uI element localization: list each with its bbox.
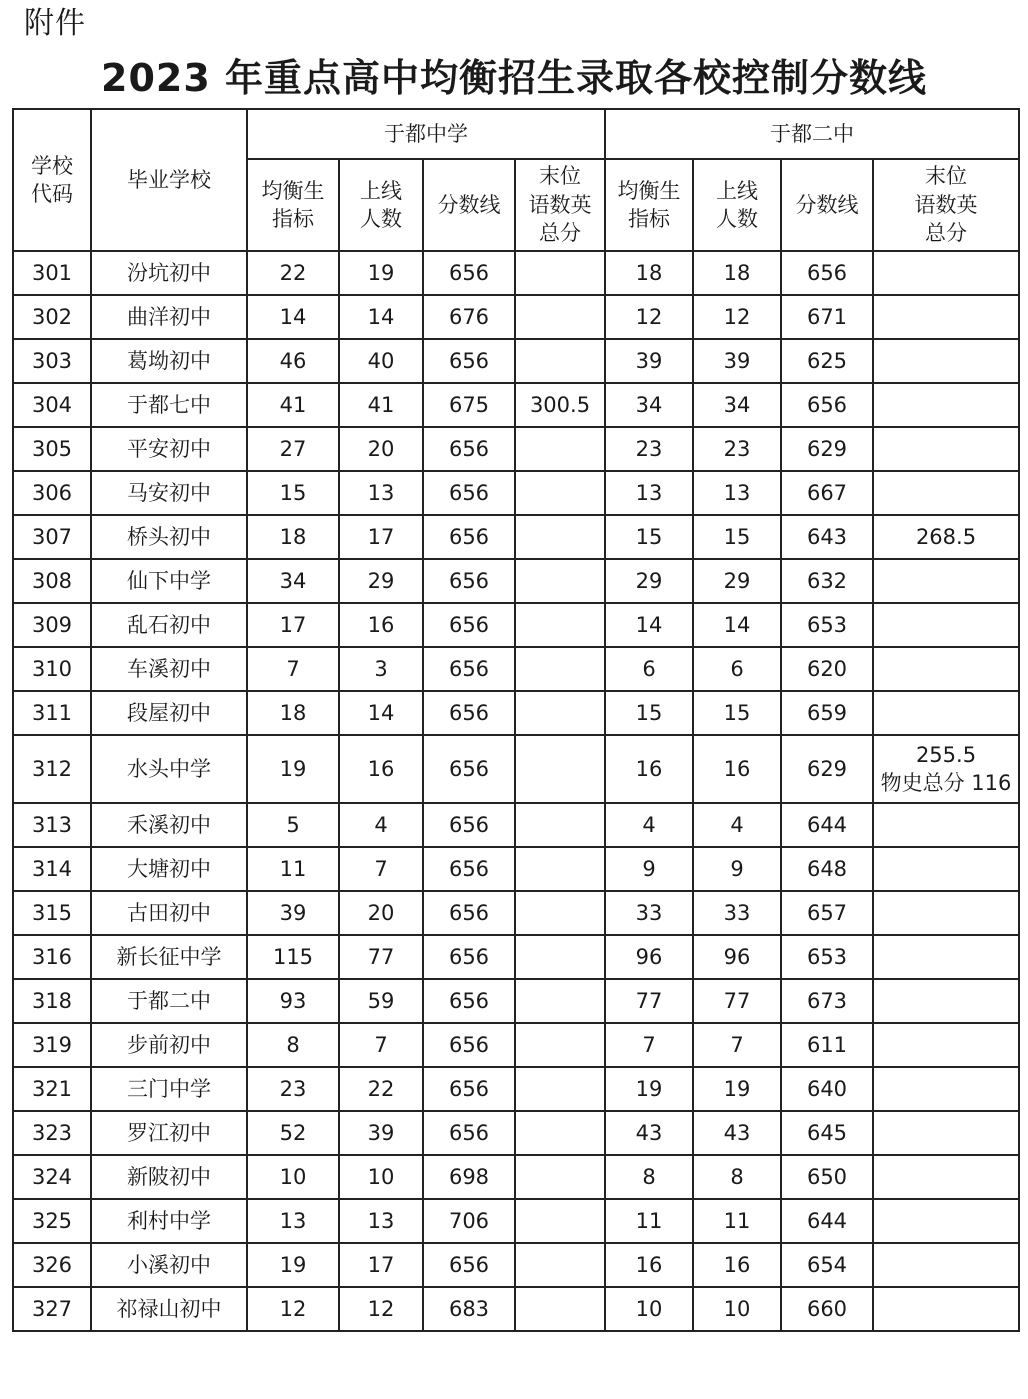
- b-cutoff-cell: 657: [781, 891, 873, 935]
- a-quota-cell: 10: [247, 1155, 339, 1199]
- b-admitted-cell: 13: [693, 471, 781, 515]
- b-tiebreak-cell: [873, 1067, 1019, 1111]
- a-quota-cell: 34: [247, 559, 339, 603]
- table-row: [13, 691, 1019, 735]
- b-quota-cell: 11: [605, 1199, 693, 1243]
- a-cutoff-cell: 656: [423, 647, 515, 691]
- a-quota-cell: 5: [247, 803, 339, 847]
- a-cutoff-cell: 706: [423, 1199, 515, 1243]
- b-cutoff-cell: 673: [781, 979, 873, 1023]
- a-admitted-cell: 4: [339, 803, 423, 847]
- school-name-cell: 曲洋初中: [91, 295, 247, 339]
- a-admitted-cell: 20: [339, 427, 423, 471]
- table-row: [13, 735, 1019, 803]
- b-quota-cell: 19: [605, 1067, 693, 1111]
- table-row: [13, 1287, 1019, 1331]
- table-row: [13, 471, 1019, 515]
- school-name-cell: 利村中学: [91, 1199, 247, 1243]
- b-admitted-cell: 18: [693, 251, 781, 295]
- school-code-cell: 303: [13, 339, 91, 383]
- b-admitted-cell: 39: [693, 339, 781, 383]
- a-admitted-cell: 20: [339, 891, 423, 935]
- attachment-label: 附件: [24, 6, 86, 41]
- table-row: [13, 295, 1019, 339]
- b-quota-cell: 34: [605, 383, 693, 427]
- school-code-cell: 307: [13, 515, 91, 559]
- school-name-cell: 新长征中学: [91, 935, 247, 979]
- b-cutoff-cell: 645: [781, 1111, 873, 1155]
- school-name-cell: 桥头初中: [91, 515, 247, 559]
- a-tiebreak-cell: [515, 559, 605, 603]
- a-quota-cell: 46: [247, 339, 339, 383]
- a-admitted-cell: 29: [339, 559, 423, 603]
- header-b-quota: 均衡生 指标: [605, 159, 693, 251]
- b-quota-cell: 43: [605, 1111, 693, 1155]
- a-admitted-cell: 77: [339, 935, 423, 979]
- a-admitted-cell: 12: [339, 1287, 423, 1331]
- b-quota-cell: 14: [605, 603, 693, 647]
- b-quota-cell: 9: [605, 847, 693, 891]
- table-row: [13, 339, 1019, 383]
- b-admitted-cell: 6: [693, 647, 781, 691]
- a-tiebreak-cell: [515, 847, 605, 891]
- a-cutoff-cell: 698: [423, 1155, 515, 1199]
- school-code-cell: 323: [13, 1111, 91, 1155]
- school-name-cell: 新陂初中: [91, 1155, 247, 1199]
- a-quota-cell: 93: [247, 979, 339, 1023]
- a-tiebreak-cell: [515, 339, 605, 383]
- a-tiebreak-cell: [515, 691, 605, 735]
- a-quota-cell: 13: [247, 1199, 339, 1243]
- b-quota-cell: 16: [605, 735, 693, 803]
- a-tiebreak-cell: [515, 803, 605, 847]
- a-cutoff-cell: 656: [423, 691, 515, 735]
- b-tiebreak-cell: [873, 979, 1019, 1023]
- b-quota-cell: 13: [605, 471, 693, 515]
- b-admitted-cell: 14: [693, 603, 781, 647]
- a-cutoff-cell: 656: [423, 1067, 515, 1111]
- tiebreak-extra-note: 物史总分 116: [880, 771, 1012, 795]
- a-quota-cell: 52: [247, 1111, 339, 1155]
- a-admitted-cell: 10: [339, 1155, 423, 1199]
- b-cutoff-cell: 671: [781, 295, 873, 339]
- school-name-cell: 大塘初中: [91, 847, 247, 891]
- a-quota-cell: 41: [247, 383, 339, 427]
- header-graduation-school: 毕业学校: [91, 109, 247, 251]
- header-b-tiebreak: 末位 语数英 总分: [873, 159, 1019, 251]
- a-tiebreak-cell: 300.5: [515, 383, 605, 427]
- school-code-cell: 319: [13, 1023, 91, 1067]
- b-admitted-cell: 12: [693, 295, 781, 339]
- a-admitted-cell: 17: [339, 515, 423, 559]
- school-code-cell: 321: [13, 1067, 91, 1111]
- table-row: [13, 1111, 1019, 1155]
- a-admitted-cell: 14: [339, 295, 423, 339]
- a-admitted-cell: 14: [339, 691, 423, 735]
- a-quota-cell: 12: [247, 1287, 339, 1331]
- b-admitted-cell: 29: [693, 559, 781, 603]
- document-title: 2023 年重点高中均衡招生录取各校控制分数线: [101, 56, 927, 100]
- a-cutoff-cell: 656: [423, 471, 515, 515]
- a-cutoff-cell: 656: [423, 735, 515, 803]
- score-table: [12, 108, 1020, 1332]
- table-row: [13, 1199, 1019, 1243]
- a-tiebreak-cell: [515, 979, 605, 1023]
- table-row: [13, 803, 1019, 847]
- b-cutoff-cell: 629: [781, 735, 873, 803]
- tiebreak-total: 255.5: [915, 742, 977, 767]
- a-tiebreak-cell: [515, 1287, 605, 1331]
- a-quota-cell: 23: [247, 1067, 339, 1111]
- b-quota-cell: 16: [605, 1243, 693, 1287]
- school-code-cell: 326: [13, 1243, 91, 1287]
- a-admitted-cell: 19: [339, 251, 423, 295]
- a-tiebreak-cell: [515, 735, 605, 803]
- b-quota-cell: 29: [605, 559, 693, 603]
- b-quota-cell: 18: [605, 251, 693, 295]
- a-quota-cell: 8: [247, 1023, 339, 1067]
- a-quota-cell: 18: [247, 691, 339, 735]
- header-group-yudu-middle-school: 于都中学: [247, 109, 605, 159]
- b-cutoff-cell: 629: [781, 427, 873, 471]
- a-tiebreak-cell: [515, 251, 605, 295]
- school-code-cell: 306: [13, 471, 91, 515]
- a-admitted-cell: 39: [339, 1111, 423, 1155]
- a-cutoff-cell: 656: [423, 1243, 515, 1287]
- a-cutoff-cell: 656: [423, 427, 515, 471]
- school-name-cell: 车溪初中: [91, 647, 247, 691]
- b-tiebreak-cell: [873, 471, 1019, 515]
- b-tiebreak-cell: [873, 427, 1019, 471]
- b-tiebreak-cell: [873, 295, 1019, 339]
- a-admitted-cell: 13: [339, 471, 423, 515]
- header-a-quota: 均衡生 指标: [247, 159, 339, 251]
- a-tiebreak-cell: [515, 1155, 605, 1199]
- b-admitted-cell: 16: [693, 735, 781, 803]
- b-cutoff-cell: 654: [781, 1243, 873, 1287]
- b-cutoff-cell: 648: [781, 847, 873, 891]
- b-tiebreak-cell: [873, 803, 1019, 847]
- a-cutoff-cell: 656: [423, 979, 515, 1023]
- b-admitted-cell: 15: [693, 691, 781, 735]
- b-tiebreak-cell: [873, 647, 1019, 691]
- a-tiebreak-cell: [515, 471, 605, 515]
- school-code-cell: 318: [13, 979, 91, 1023]
- school-name-cell: 于都二中: [91, 979, 247, 1023]
- a-tiebreak-cell: [515, 1199, 605, 1243]
- b-tiebreak-cell: [873, 383, 1019, 427]
- a-cutoff-cell: 656: [423, 559, 515, 603]
- b-tiebreak-cell: [873, 1287, 1019, 1331]
- b-quota-cell: 33: [605, 891, 693, 935]
- school-name-cell: 小溪初中: [91, 1243, 247, 1287]
- school-name-cell: 仙下中学: [91, 559, 247, 603]
- school-name-cell: 禾溪初中: [91, 803, 247, 847]
- b-admitted-cell: 7: [693, 1023, 781, 1067]
- a-cutoff-cell: 683: [423, 1287, 515, 1331]
- b-admitted-cell: 43: [693, 1111, 781, 1155]
- b-admitted-cell: 16: [693, 1243, 781, 1287]
- school-code-cell: 301: [13, 251, 91, 295]
- a-tiebreak-cell: [515, 1023, 605, 1067]
- header-a-admitted: 上线 人数: [339, 159, 423, 251]
- b-tiebreak-cell: [873, 1023, 1019, 1067]
- table-row: [13, 979, 1019, 1023]
- b-cutoff-cell: 643: [781, 515, 873, 559]
- a-quota-cell: 11: [247, 847, 339, 891]
- b-tiebreak-cell: [873, 935, 1019, 979]
- b-admitted-cell: 23: [693, 427, 781, 471]
- b-cutoff-cell: 644: [781, 803, 873, 847]
- b-tiebreak-cell: [873, 1243, 1019, 1287]
- a-admitted-cell: 3: [339, 647, 423, 691]
- b-admitted-cell: 34: [693, 383, 781, 427]
- a-admitted-cell: 17: [339, 1243, 423, 1287]
- a-tiebreak-cell: [515, 515, 605, 559]
- b-quota-cell: 12: [605, 295, 693, 339]
- b-quota-cell: 7: [605, 1023, 693, 1067]
- table-row: [13, 891, 1019, 935]
- school-name-cell: 古田初中: [91, 891, 247, 935]
- b-admitted-cell: 11: [693, 1199, 781, 1243]
- b-cutoff-cell: 667: [781, 471, 873, 515]
- b-tiebreak-cell: [873, 891, 1019, 935]
- b-cutoff-cell: 656: [781, 251, 873, 295]
- a-quota-cell: 115: [247, 935, 339, 979]
- b-admitted-cell: 8: [693, 1155, 781, 1199]
- table-row: [13, 847, 1019, 891]
- b-admitted-cell: 96: [693, 935, 781, 979]
- a-cutoff-cell: 656: [423, 339, 515, 383]
- b-tiebreak-cell: [873, 559, 1019, 603]
- a-cutoff-cell: 656: [423, 803, 515, 847]
- b-quota-cell: 10: [605, 1287, 693, 1331]
- b-tiebreak-cell: [873, 603, 1019, 647]
- a-cutoff-cell: 675: [423, 383, 515, 427]
- a-quota-cell: 22: [247, 251, 339, 295]
- school-code-cell: 314: [13, 847, 91, 891]
- school-name-cell: 汾坑初中: [91, 251, 247, 295]
- a-cutoff-cell: 656: [423, 847, 515, 891]
- a-tiebreak-cell: [515, 1243, 605, 1287]
- a-cutoff-cell: 656: [423, 1023, 515, 1067]
- a-quota-cell: 15: [247, 471, 339, 515]
- table-row: [13, 1023, 1019, 1067]
- a-tiebreak-cell: [515, 935, 605, 979]
- a-quota-cell: 17: [247, 603, 339, 647]
- b-tiebreak-cell: [873, 735, 1019, 803]
- school-name-cell: 葛坳初中: [91, 339, 247, 383]
- a-tiebreak-cell: [515, 427, 605, 471]
- b-cutoff-cell: 650: [781, 1155, 873, 1199]
- school-name-cell: 乱石初中: [91, 603, 247, 647]
- school-code-cell: 312: [13, 735, 91, 803]
- a-cutoff-cell: 656: [423, 891, 515, 935]
- b-quota-cell: 15: [605, 515, 693, 559]
- school-name-cell: 于都七中: [91, 383, 247, 427]
- a-cutoff-cell: 656: [423, 603, 515, 647]
- b-quota-cell: 23: [605, 427, 693, 471]
- table-row: [13, 427, 1019, 471]
- a-quota-cell: 39: [247, 891, 339, 935]
- b-cutoff-cell: 625: [781, 339, 873, 383]
- a-admitted-cell: 40: [339, 339, 423, 383]
- a-cutoff-cell: 656: [423, 251, 515, 295]
- table-row: [13, 383, 1019, 427]
- a-admitted-cell: 7: [339, 1023, 423, 1067]
- school-code-cell: 302: [13, 295, 91, 339]
- a-cutoff-cell: 656: [423, 1111, 515, 1155]
- b-tiebreak-cell: [873, 691, 1019, 735]
- b-cutoff-cell: 660: [781, 1287, 873, 1331]
- school-code-cell: 304: [13, 383, 91, 427]
- school-code-cell: 315: [13, 891, 91, 935]
- b-quota-cell: 96: [605, 935, 693, 979]
- table-row: [13, 647, 1019, 691]
- school-name-cell: 平安初中: [91, 427, 247, 471]
- a-admitted-cell: 16: [339, 735, 423, 803]
- a-admitted-cell: 16: [339, 603, 423, 647]
- school-name-cell: 段屋初中: [91, 691, 247, 735]
- school-code-cell: 316: [13, 935, 91, 979]
- a-cutoff-cell: 656: [423, 515, 515, 559]
- a-admitted-cell: 59: [339, 979, 423, 1023]
- a-quota-cell: 19: [247, 735, 339, 803]
- a-quota-cell: 7: [247, 647, 339, 691]
- b-admitted-cell: 15: [693, 515, 781, 559]
- header-b-cutoff: 分数线: [781, 159, 873, 251]
- b-tiebreak-cell: [873, 847, 1019, 891]
- school-name-cell: 步前初中: [91, 1023, 247, 1067]
- b-quota-cell: 8: [605, 1155, 693, 1199]
- a-tiebreak-cell: [515, 1067, 605, 1111]
- a-tiebreak-cell: [515, 647, 605, 691]
- school-code-cell: 324: [13, 1155, 91, 1199]
- header-group-yudu-no2-middle-school: 于都二中: [605, 109, 1019, 159]
- b-quota-cell: 39: [605, 339, 693, 383]
- a-cutoff-cell: 656: [423, 935, 515, 979]
- header-b-admitted: 上线 人数: [693, 159, 781, 251]
- a-tiebreak-cell: [515, 891, 605, 935]
- b-admitted-cell: 4: [693, 803, 781, 847]
- table-row: [13, 515, 1019, 559]
- b-cutoff-cell: 656: [781, 383, 873, 427]
- school-code-cell: 305: [13, 427, 91, 471]
- a-quota-cell: 18: [247, 515, 339, 559]
- school-code-cell: 311: [13, 691, 91, 735]
- table-row: [13, 603, 1019, 647]
- b-admitted-cell: 10: [693, 1287, 781, 1331]
- table-row: [13, 1067, 1019, 1111]
- b-cutoff-cell: 644: [781, 1199, 873, 1243]
- a-tiebreak-cell: [515, 1111, 605, 1155]
- b-cutoff-cell: 611: [781, 1023, 873, 1067]
- a-quota-cell: 19: [247, 1243, 339, 1287]
- table-row: [13, 1155, 1019, 1199]
- b-cutoff-cell: 659: [781, 691, 873, 735]
- b-quota-cell: 15: [605, 691, 693, 735]
- school-code-cell: 308: [13, 559, 91, 603]
- b-admitted-cell: 33: [693, 891, 781, 935]
- b-cutoff-cell: 653: [781, 935, 873, 979]
- b-tiebreak-cell: [873, 251, 1019, 295]
- b-admitted-cell: 19: [693, 1067, 781, 1111]
- b-tiebreak-cell: [873, 1155, 1019, 1199]
- b-cutoff-cell: 620: [781, 647, 873, 691]
- b-cutoff-cell: 640: [781, 1067, 873, 1111]
- table-row: [13, 251, 1019, 295]
- a-admitted-cell: 41: [339, 383, 423, 427]
- a-cutoff-cell: 676: [423, 295, 515, 339]
- b-tiebreak-cell: [873, 1111, 1019, 1155]
- school-code-cell: 313: [13, 803, 91, 847]
- table-row: [13, 559, 1019, 603]
- b-admitted-cell: 9: [693, 847, 781, 891]
- school-name-cell: 罗江初中: [91, 1111, 247, 1155]
- b-quota-cell: 77: [605, 979, 693, 1023]
- b-quota-cell: 4: [605, 803, 693, 847]
- header-school-code: 学校 代码: [13, 109, 91, 251]
- school-code-cell: 327: [13, 1287, 91, 1331]
- school-name-cell: 祁禄山初中: [91, 1287, 247, 1331]
- a-quota-cell: 14: [247, 295, 339, 339]
- school-name-cell: 水头中学: [91, 735, 247, 803]
- a-admitted-cell: 13: [339, 1199, 423, 1243]
- school-name-cell: 马安初中: [91, 471, 247, 515]
- a-tiebreak-cell: [515, 603, 605, 647]
- table-row: [13, 1243, 1019, 1287]
- b-tiebreak-cell: [873, 1199, 1019, 1243]
- school-code-cell: 310: [13, 647, 91, 691]
- a-tiebreak-cell: [515, 295, 605, 339]
- header-a-cutoff: 分数线: [423, 159, 515, 251]
- school-code-cell: 309: [13, 603, 91, 647]
- b-admitted-cell: 77: [693, 979, 781, 1023]
- b-tiebreak-cell: [873, 339, 1019, 383]
- a-admitted-cell: 22: [339, 1067, 423, 1111]
- b-quota-cell: 6: [605, 647, 693, 691]
- school-name-cell: 三门中学: [91, 1067, 247, 1111]
- table-row: [13, 935, 1019, 979]
- a-admitted-cell: 7: [339, 847, 423, 891]
- school-code-cell: 325: [13, 1199, 91, 1243]
- header-a-tiebreak: 末位 语数英 总分: [515, 159, 605, 251]
- b-cutoff-cell: 632: [781, 559, 873, 603]
- b-cutoff-cell: 653: [781, 603, 873, 647]
- a-quota-cell: 27: [247, 427, 339, 471]
- b-tiebreak-cell: 268.5: [873, 515, 1019, 559]
